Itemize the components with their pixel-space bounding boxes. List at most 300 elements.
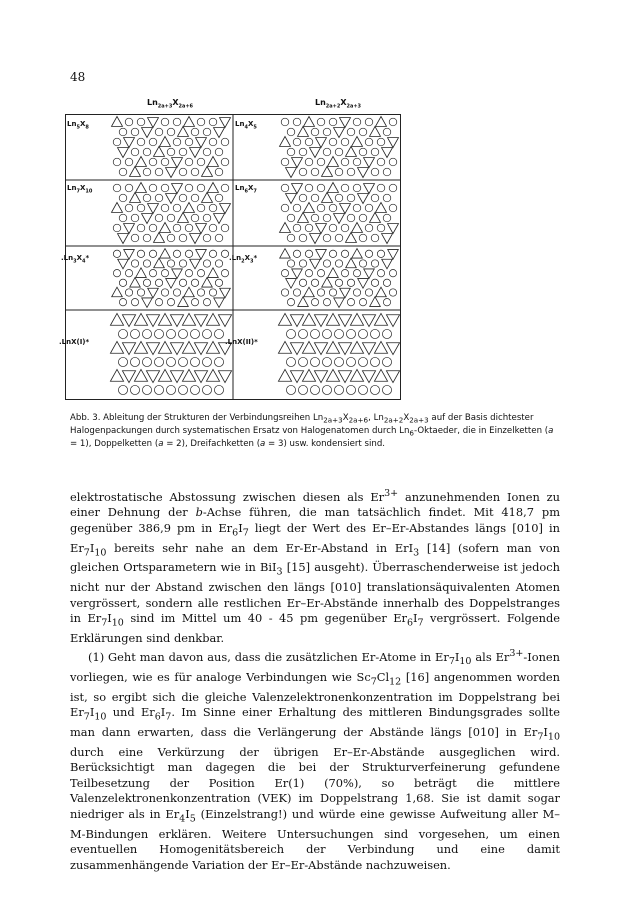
halogen-atom xyxy=(215,194,223,202)
halogen-atom xyxy=(119,214,127,222)
halogen-atom xyxy=(131,148,139,156)
halogen-atom xyxy=(173,224,181,232)
halogen-atom xyxy=(161,289,168,296)
octahedron-mark xyxy=(292,184,303,194)
halogen-atom xyxy=(335,168,343,176)
halogen-atom xyxy=(389,289,396,296)
octahedron-mark xyxy=(334,214,345,224)
halogen-atom xyxy=(143,279,150,286)
octahedron-mark xyxy=(112,203,123,213)
octahedron-mark xyxy=(134,341,147,353)
halogen-atom xyxy=(281,184,289,192)
halogen-atom xyxy=(137,118,145,126)
halogen-atom xyxy=(347,128,355,136)
halogen-atom xyxy=(317,269,324,276)
halogen-atom xyxy=(191,279,198,286)
octahedron-mark xyxy=(182,369,195,381)
halogen-atom xyxy=(293,250,300,257)
octahedron-mark xyxy=(310,148,321,158)
halogen-atom xyxy=(377,184,385,192)
halogen-atom xyxy=(359,260,366,267)
halogen-atom xyxy=(130,329,139,338)
halogen-atom xyxy=(359,298,366,305)
halogen-atom xyxy=(167,234,175,242)
octahedron-mark xyxy=(196,138,207,148)
octahedron-mark xyxy=(142,128,153,138)
halogen-atom xyxy=(298,385,307,394)
halogen-atom xyxy=(389,118,397,126)
halogen-atom xyxy=(113,269,120,276)
halogen-atom xyxy=(215,234,223,242)
octahedron-mark xyxy=(110,341,123,353)
octahedron-mark xyxy=(280,223,291,233)
octahedron-mark xyxy=(302,313,315,325)
octahedron-mark xyxy=(290,315,303,327)
halogen-atom xyxy=(383,279,390,286)
octahedron-mark xyxy=(350,313,363,325)
octahedron-mark xyxy=(172,269,183,279)
octahedron-mark xyxy=(214,128,225,138)
halogen-atom xyxy=(311,298,318,305)
halogen-atom xyxy=(197,204,205,212)
halogen-atom xyxy=(323,214,331,222)
halogen-atom xyxy=(329,250,336,257)
halogen-atom xyxy=(125,269,132,276)
octahedron-mark xyxy=(194,343,207,355)
halogen-atom xyxy=(353,118,361,126)
octahedron-mark xyxy=(386,343,399,355)
halogen-atom xyxy=(149,250,156,257)
halogen-atom xyxy=(166,357,175,366)
octahedron-mark xyxy=(110,369,123,381)
octahedron-mark xyxy=(122,315,135,327)
halogen-atom xyxy=(329,204,337,212)
octahedron-mark xyxy=(190,148,201,158)
octahedron-mark xyxy=(340,288,351,298)
halogen-atom xyxy=(359,234,367,242)
halogen-atom xyxy=(346,357,355,366)
octahedron-mark xyxy=(154,233,165,243)
halogen-atom xyxy=(143,148,151,156)
octahedron-mark xyxy=(278,369,291,381)
body-text xyxy=(70,486,560,873)
halogen-atom xyxy=(214,385,223,394)
halogen-atom xyxy=(154,329,163,338)
octahedron-mark xyxy=(166,279,177,289)
halogen-atom xyxy=(353,184,361,192)
halogen-atom xyxy=(166,329,175,338)
panel-label-ln4x5: $Ln_4X_5$ xyxy=(235,120,257,131)
halogen-atom xyxy=(113,158,121,166)
halogen-atom xyxy=(143,234,151,242)
octahedron-mark xyxy=(314,315,327,327)
octahedron-mark xyxy=(194,315,207,327)
halogen-atom xyxy=(185,138,193,146)
halogen-atom xyxy=(347,194,355,202)
halogen-atom xyxy=(305,158,313,166)
octahedron-mark xyxy=(208,268,219,278)
octahedron-mark xyxy=(362,371,375,383)
halogen-atom xyxy=(137,224,145,232)
octahedron-mark xyxy=(196,250,207,260)
halogen-atom xyxy=(209,250,216,257)
halogen-atom xyxy=(365,289,372,296)
octahedron-mark xyxy=(298,127,309,137)
halogen-atom xyxy=(311,128,319,136)
octahedron-mark xyxy=(358,279,369,289)
halogen-atom xyxy=(347,298,354,305)
panel-label-ln7x10: $Ln_7X_{10}$ xyxy=(67,184,93,195)
halogen-atom xyxy=(125,158,133,166)
halogen-atom xyxy=(185,158,193,166)
halogen-atom xyxy=(371,148,379,156)
octahedron-mark xyxy=(136,268,147,278)
halogen-atom xyxy=(166,385,175,394)
octahedron-mark xyxy=(362,315,375,327)
halogen-atom xyxy=(286,385,295,394)
octahedron-mark xyxy=(182,313,195,325)
halogen-atom xyxy=(281,204,289,212)
halogen-atom xyxy=(179,148,187,156)
halogen-atom xyxy=(293,204,301,212)
halogen-atom xyxy=(329,224,337,232)
octahedron-mark xyxy=(112,287,123,297)
halogen-atom xyxy=(323,128,331,136)
halogen-atom xyxy=(113,224,121,232)
halogen-atom xyxy=(131,260,138,267)
halogen-atom xyxy=(382,385,391,394)
halogen-atom xyxy=(341,158,349,166)
halogen-atom xyxy=(203,128,211,136)
octahedron-mark xyxy=(202,167,213,177)
halogen-atom xyxy=(311,194,319,202)
halogen-atom xyxy=(197,289,204,296)
halogen-atom xyxy=(299,234,307,242)
octahedron-mark xyxy=(302,369,315,381)
halogen-atom xyxy=(322,329,331,338)
halogen-atom xyxy=(365,138,373,146)
octahedron-mark xyxy=(364,158,375,168)
octahedron-mark xyxy=(136,183,147,193)
octahedron-mark xyxy=(316,224,327,234)
octahedron-mark xyxy=(338,315,351,327)
octahedron-mark xyxy=(364,184,375,194)
halogen-atom xyxy=(119,298,126,305)
halogen-atom xyxy=(131,298,138,305)
panel-label-ln6x7: $Ln_6X_7$ xyxy=(235,184,257,195)
octahedron-mark xyxy=(388,224,399,234)
octahedron-mark xyxy=(158,313,171,325)
octahedron-mark xyxy=(220,204,231,214)
halogen-atom xyxy=(377,250,384,257)
octahedron-mark xyxy=(370,297,381,307)
halogen-atom xyxy=(347,214,355,222)
halogen-atom xyxy=(383,298,390,305)
halogen-atom xyxy=(281,158,289,166)
halogen-atom xyxy=(167,128,175,136)
halogen-atom xyxy=(346,385,355,394)
halogen-atom xyxy=(125,204,133,212)
halogen-atom xyxy=(191,214,199,222)
halogen-atom xyxy=(214,329,223,338)
octahedron-mark xyxy=(382,259,393,269)
halogen-atom xyxy=(317,204,325,212)
octahedron-mark xyxy=(196,224,207,234)
octahedron-mark xyxy=(134,313,147,325)
octahedron-mark xyxy=(286,279,297,289)
octahedron-mark xyxy=(118,148,129,158)
octahedron-mark xyxy=(328,268,339,278)
paragraph-2: (1) Geht man davon aus, dass die zusätzlichen Er-Atome in $Er_7I_{10}$ als $Er^{3+}$-Ionen vorliegen, wie es für analoge Verbindungen wie $Sc_7Cl_{12}$ [16] angenommen worden ist, so ergibt sich die gleiche Valenzelektronenkonzentration im Doppelstrang bei $Er_7I_{10}$ und $Er_6I_7$. Im Sinne einer Erhaltung des mittleren Bindungsgrades sollte man dann erwarten, dass die Verlängerung der Abstände längs [010] in $Er_7I_{10}$ durch eine Verkürzung der übrigen Er–Er-Abstände ausgeglichen wird. Berücksichtigt man dagegen die bei der Strukturverfeinerung gefundene Teilbesetzung der Position Er(1) (70%), so beträgt die mittlere Valenzelektronenkonzentration (VEK) im Doppelstrang 1,68. Sie ist damit sogar niedriger als in $Er_4I_5$ (Einzelstrang!) und würde eine gewisse Aufweitung aller M–M-Bindungen erklären. Weitere Untersuchungen sind vorgesehen, um einen eventuellen Homogenitätsbereich der Verbindung und eine damit zusammenhängende Variation der Er–Er-Abstände nachzuweisen. xyxy=(70,648,561,872)
octahedron-mark xyxy=(352,249,363,259)
halogen-atom xyxy=(190,385,199,394)
halogen-atom xyxy=(389,184,397,192)
halogen-atom xyxy=(371,260,378,267)
octahedron-mark xyxy=(350,341,363,353)
halogen-atom xyxy=(179,260,186,267)
octahedron-mark xyxy=(304,287,315,297)
halogen-atom xyxy=(191,168,199,176)
octahedron-mark xyxy=(208,157,219,167)
halogen-atom xyxy=(298,357,307,366)
octahedron-mark xyxy=(160,223,171,233)
octahedron-mark xyxy=(292,158,303,168)
octahedron-mark xyxy=(166,168,177,178)
halogen-atom xyxy=(293,118,301,126)
octahedron-mark xyxy=(154,147,165,157)
halogen-atom xyxy=(113,138,121,146)
octahedron-mark xyxy=(326,313,339,325)
halogen-atom xyxy=(334,357,343,366)
octahedron-mark xyxy=(178,127,189,137)
halogen-atom xyxy=(371,234,379,242)
octahedron-mark xyxy=(112,117,123,127)
halogen-atom xyxy=(197,184,205,192)
octahedron-mark xyxy=(290,371,303,383)
halogen-atom xyxy=(173,204,181,212)
halogen-atom xyxy=(323,234,331,242)
halogen-atom xyxy=(179,168,187,176)
octahedron-mark xyxy=(158,369,171,381)
halogen-atom xyxy=(137,289,144,296)
halogen-atom xyxy=(154,357,163,366)
halogen-atom xyxy=(286,329,295,338)
halogen-atom xyxy=(389,204,397,212)
column-header-right: $Ln_{2a+2}X_{2a+3}$ xyxy=(315,98,362,110)
halogen-atom xyxy=(190,329,199,338)
octahedron-mark xyxy=(292,269,303,279)
octahedron-mark xyxy=(302,341,315,353)
halogen-atom xyxy=(202,329,211,338)
halogen-atom xyxy=(203,148,211,156)
octahedron-mark xyxy=(182,341,195,353)
halogen-atom xyxy=(221,224,229,232)
halogen-atom xyxy=(221,250,228,257)
halogen-atom xyxy=(221,269,228,276)
panel-label-lnx-i: .LnX(I)* xyxy=(59,338,90,346)
halogen-atom xyxy=(142,329,151,338)
octahedron-mark xyxy=(184,203,195,213)
octahedron-mark xyxy=(304,117,315,127)
octahedron-mark xyxy=(206,313,219,325)
octahedron-mark xyxy=(386,371,399,383)
halogen-atom xyxy=(190,357,199,366)
octahedron-mark xyxy=(358,194,369,204)
halogen-atom xyxy=(215,260,222,267)
halogen-atom xyxy=(197,118,205,126)
octahedron-mark xyxy=(328,157,339,167)
octahedron-mark xyxy=(350,369,363,381)
halogen-atom xyxy=(137,250,144,257)
halogen-atom xyxy=(149,158,157,166)
halogen-atom xyxy=(359,214,367,222)
octahedron-mark xyxy=(184,117,195,127)
halogen-atom xyxy=(287,260,294,267)
octahedron-mark xyxy=(136,157,147,167)
halogen-atom xyxy=(161,269,168,276)
octahedron-mark xyxy=(124,250,135,260)
octahedron-mark xyxy=(340,118,351,128)
halogen-atom xyxy=(185,184,193,192)
octahedron-mark xyxy=(316,250,327,260)
octahedron-mark xyxy=(346,147,357,157)
paragraph-1: elektrostatische Abstossung zwischen diesen als $Er^{3+}$ anzunehmenden Ionen zu einer Dehnung der b-Achse führen, die man tatsächlich findet. Mit 418,7 pm gegenüber 386,9 pm in $Er_6I_7$ liegt der Wert des Er–Er-Abstandes längs [010] in $Er_7I_{10}$ bereits sehr nahe an dem Er-Er-Abstand in ErI$_3$ [14] (sofern man von gleichen Ortsparametern wie in BiI$_3$ [15] ausgeht). Überraschenderweise ist jedoch nicht nur der Abstand zwischen den längs [010] translationsäquivalenten Atomen vergrössert, sondern alle restlichen Er–Er-Abstände innerhalb des Doppelstranges in $Er_7I_{10}$ sind im Mittel um 40 - 45 pm gegenüber $Er_6I_7$ vergrössert. Folgende Erklärungen sind denkbar. xyxy=(70,488,561,645)
halogen-atom xyxy=(323,298,330,305)
halogen-atom xyxy=(371,194,379,202)
octahedron-mark xyxy=(298,297,309,307)
halogen-atom xyxy=(287,128,295,136)
octahedron-mark xyxy=(130,193,141,203)
octahedron-mark xyxy=(178,213,189,223)
halogen-atom xyxy=(281,269,288,276)
halogen-atom xyxy=(197,269,204,276)
halogen-atom xyxy=(185,269,192,276)
page-number: 48 xyxy=(70,70,86,84)
octahedron-mark xyxy=(364,269,375,279)
halogen-atom xyxy=(383,214,391,222)
halogen-atom xyxy=(215,168,223,176)
halogen-atom xyxy=(359,128,367,136)
halogen-atom xyxy=(371,168,379,176)
halogen-atom xyxy=(335,260,342,267)
structure-figure xyxy=(59,98,565,400)
halogen-atom xyxy=(209,118,217,126)
halogen-atom xyxy=(358,357,367,366)
halogen-atom xyxy=(125,118,133,126)
halogen-atom xyxy=(179,279,186,286)
octahedron-mark xyxy=(172,184,183,194)
halogen-atom xyxy=(202,357,211,366)
octahedron-mark xyxy=(146,315,159,327)
halogen-atom xyxy=(382,329,391,338)
halogen-atom xyxy=(142,385,151,394)
halogen-atom xyxy=(353,204,361,212)
octahedron-mark xyxy=(214,298,225,308)
octahedron-mark xyxy=(122,371,135,383)
halogen-atom xyxy=(353,289,360,296)
octahedron-mark xyxy=(218,315,231,327)
octahedron-mark xyxy=(190,234,201,244)
halogen-atom xyxy=(221,138,229,146)
halogen-atom xyxy=(322,385,331,394)
halogen-atom xyxy=(335,234,343,242)
halogen-atom xyxy=(185,250,192,257)
halogen-atom xyxy=(167,214,175,222)
halogen-atom xyxy=(310,385,319,394)
halogen-atom xyxy=(329,138,337,146)
octahedron-mark xyxy=(322,193,333,203)
halogen-atom xyxy=(143,168,151,176)
halogen-atom xyxy=(353,269,360,276)
octahedron-mark xyxy=(158,341,171,353)
halogen-atom xyxy=(281,118,289,126)
halogen-atom xyxy=(293,224,301,232)
halogen-atom xyxy=(131,128,139,136)
halogen-atom xyxy=(221,184,229,192)
octahedron-mark xyxy=(358,168,369,178)
halogen-atom xyxy=(125,184,133,192)
octahedron-mark xyxy=(322,278,333,288)
panel-label-ln5x8: $Ln_5X_8$ xyxy=(67,120,89,131)
halogen-atom xyxy=(286,357,295,366)
halogen-atom xyxy=(341,224,349,232)
halogen-atom xyxy=(311,279,318,286)
halogen-atom xyxy=(185,224,193,232)
octahedron-mark xyxy=(326,369,339,381)
halogen-atom xyxy=(113,184,121,192)
panel-label-ln2x3: $.Ln_2X_3*$ xyxy=(229,254,258,265)
halogen-atom xyxy=(155,168,163,176)
halogen-atom xyxy=(322,357,331,366)
halogen-atom xyxy=(287,148,295,156)
octahedron-mark xyxy=(146,371,159,383)
octahedron-mark xyxy=(370,127,381,137)
halogen-atom xyxy=(329,118,337,126)
halogen-atom xyxy=(197,158,205,166)
halogen-atom xyxy=(365,204,373,212)
octahedron-mark xyxy=(142,298,153,308)
halogen-atom xyxy=(149,224,157,232)
halogen-atom xyxy=(202,385,211,394)
halogen-atom xyxy=(178,385,187,394)
halogen-atom xyxy=(317,289,324,296)
halogen-atom xyxy=(347,279,354,286)
halogen-atom xyxy=(173,250,180,257)
halogen-atom xyxy=(287,214,295,222)
octahedron-mark xyxy=(154,258,165,268)
halogen-atom xyxy=(299,168,307,176)
octahedron-mark xyxy=(172,158,183,168)
halogen-atom xyxy=(155,194,163,202)
octahedron-mark xyxy=(190,259,201,269)
halogen-atom xyxy=(311,168,319,176)
halogen-atom xyxy=(118,357,127,366)
halogen-atom xyxy=(317,118,325,126)
halogen-atom xyxy=(154,385,163,394)
halogen-atom xyxy=(155,214,163,222)
halogen-atom xyxy=(323,148,331,156)
halogen-atom xyxy=(155,128,163,136)
halogen-atom xyxy=(167,298,174,305)
octahedron-mark xyxy=(374,313,387,325)
octahedron-mark xyxy=(376,117,387,127)
octahedron-mark xyxy=(352,223,363,233)
octahedron-mark xyxy=(220,118,231,128)
halogen-atom xyxy=(335,148,343,156)
halogen-atom xyxy=(137,204,145,212)
octahedron-mark xyxy=(146,343,159,355)
halogen-atom xyxy=(310,357,319,366)
